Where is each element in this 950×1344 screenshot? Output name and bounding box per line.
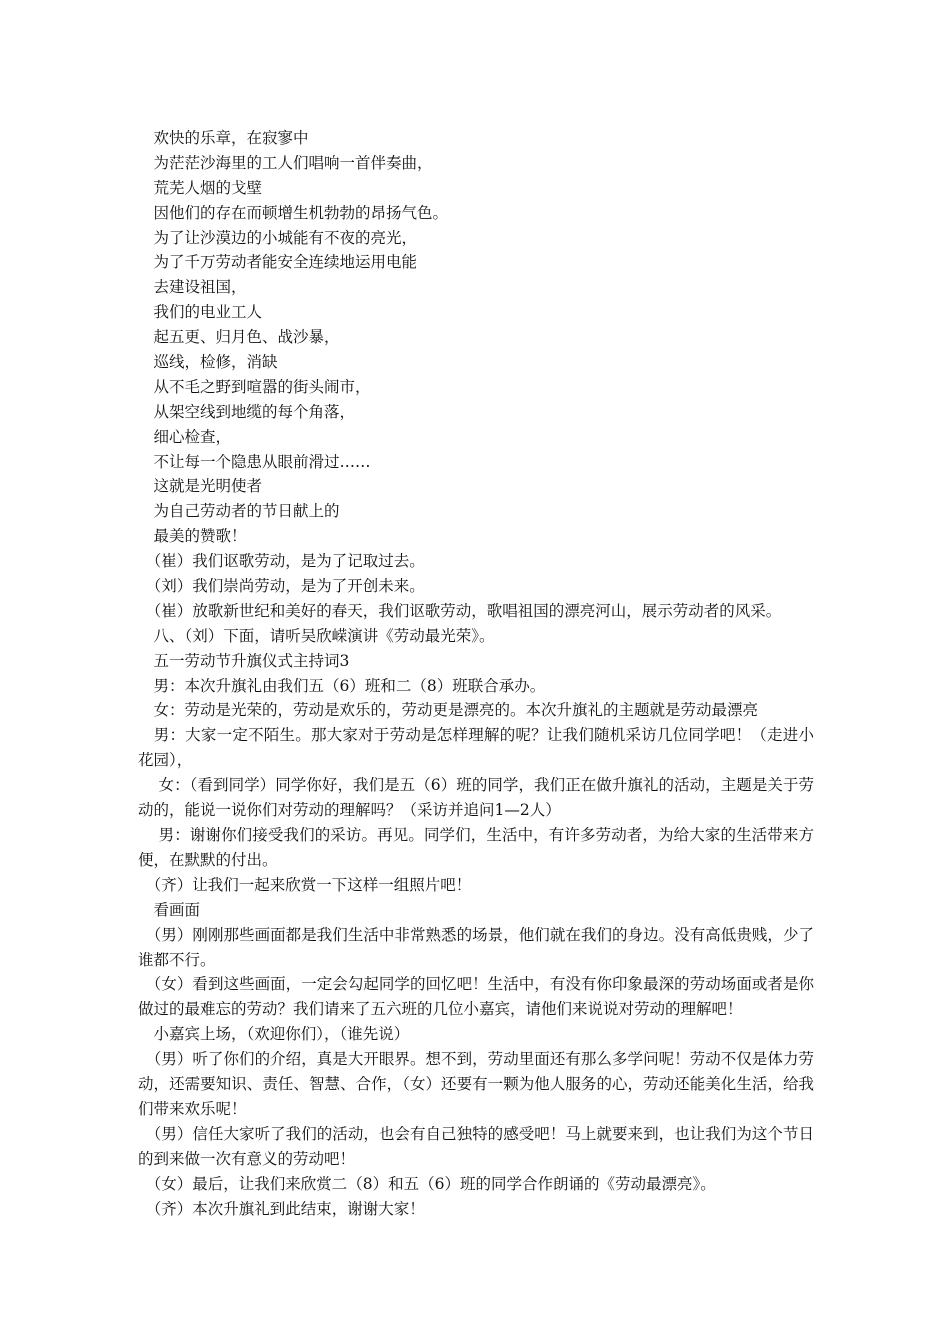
dialogue-line: 小嘉宾上场，（欢迎你们），（谁先说） xyxy=(138,1025,410,1044)
poem-line: 荒芜人烟的戈壁 xyxy=(138,178,263,197)
dialogue-paragraph: 男：谢谢你们接受我们的采访。再见。同学们，生活中，有许多劳动者，为给大家的生活带来方便，在默默的付出。 xyxy=(138,826,814,869)
dialogue-line: 男：本次升旗礼由我们五（6）班和二（8）班联合承办。 xyxy=(138,676,546,695)
poem-line: 为了千万劳动者能安全连续地运用电能 xyxy=(138,253,418,272)
dialogue-line: （齐）让我们一起来欣赏一下这样一组照片吧！ xyxy=(138,875,472,894)
dialogue-line: 看画面 xyxy=(138,900,201,919)
dialogue-line: （女）最后，让我们来欣赏二（8）和五（6）班的同学合作朗诵的《劳动最漂亮》。 xyxy=(138,1174,716,1193)
poem-line: 从架空线到地缆的每个角落， xyxy=(138,402,356,421)
poem-line: 欢快的乐章，在寂寥中 xyxy=(138,129,309,147)
document-body xyxy=(138,126,814,1221)
poem-line: 不让每一个隐患从眼前滑过…… xyxy=(138,452,371,471)
poem-line: 巡线，检修，消缺 xyxy=(138,353,278,372)
section-title: 五一劳动节升旗仪式主持词3 xyxy=(138,651,350,670)
dialogue-paragraph: 男：大家一定不陌生。那大家对于劳动是怎样理解的呢？让我们随机采访几位同学吧！（走进小花园）， xyxy=(138,726,814,770)
poem-line: 最美的赞歌！ xyxy=(138,527,247,546)
dialogue-paragraph: 女：（看到同学）同学你好，我们是五（6）班的同学，我们正在做升旗礼的活动，主题是关于劳动的，能说一说你们对劳动的理解吗？（采访并追问1—2人） xyxy=(138,776,814,820)
dialogue-line: 女：劳动是光荣的，劳动是欢乐的，劳动更是漂亮的。本次升旗礼的主题就是劳动最漂亮 xyxy=(138,701,759,720)
dialogue-line: （刘）我们崇尚劳动，是为了开创未来。 xyxy=(138,577,425,596)
poem-line: 起五更、归月色、战沙暴， xyxy=(138,328,340,347)
poem-line: 为自己劳动者的节日献上的 xyxy=(138,502,340,521)
poem-line: 去建设祖国， xyxy=(138,278,247,297)
dialogue-line: （崔）放歌新世纪和美好的春天，我们讴歌劳动，歌唱祖国的漂亮河山，展示劳动者的风采。 xyxy=(138,601,782,620)
poem-line: 从不毛之野到喧嚣的街头闹市， xyxy=(138,377,371,396)
dialogue-line: 八、（刘）下面，请听吴欣嵘演讲《劳动最光荣》。 xyxy=(138,626,495,645)
dialogue-paragraph: （男）刚刚那些画面都是我们生活中非常熟悉的场景，他们就在我们的身边。没有高低贵贱，少了谁都不行。 xyxy=(138,925,814,969)
poem-line: 为了让沙漠边的小城能有不夜的亮光， xyxy=(138,228,418,247)
dialogue-paragraph: （男）信任大家听了我们的活动，也会有自己独特的感受吧！马上就要来到，也让我们为这个节日的到来做一次有意义的劳动吧！ xyxy=(138,1124,814,1168)
poem-line: 我们的电业工人 xyxy=(138,303,263,322)
dialogue-line: （齐）本次升旗礼到此结束，谢谢大家！ xyxy=(138,1199,425,1218)
poem-line: 因他们的存在而顿增生机勃勃的昂扬气色。 xyxy=(138,203,449,222)
dialogue-paragraph: （女）看到这些画面，一定会勾起同学的回忆吧！生活中，有没有你印象最深的劳动场面或者是你做过的最难忘的劳动？我们请来了五六班的几位小嘉宾，请他们来说说对劳动的理解吧！ xyxy=(138,975,814,1019)
dialogue-line: （崔）我们讴歌劳动，是为了记取过去。 xyxy=(138,552,425,571)
poem-line: 细心检查， xyxy=(138,427,232,446)
poem-line: 这就是光明使者 xyxy=(138,477,263,496)
poem-line: 为茫茫沙海里的工人们唱响一首伴奏曲， xyxy=(138,153,433,172)
dialogue-paragraph: （男）听了你们的介绍，真是大开眼界。想不到，劳动里面还有那么多学问呢！劳动不仅是体力劳动，还需要知识、责任、智慧、合作，（女）还要有一颗为他人服务的心，劳动还能美化生活，给我们带来欢乐呢！ xyxy=(138,1050,814,1118)
